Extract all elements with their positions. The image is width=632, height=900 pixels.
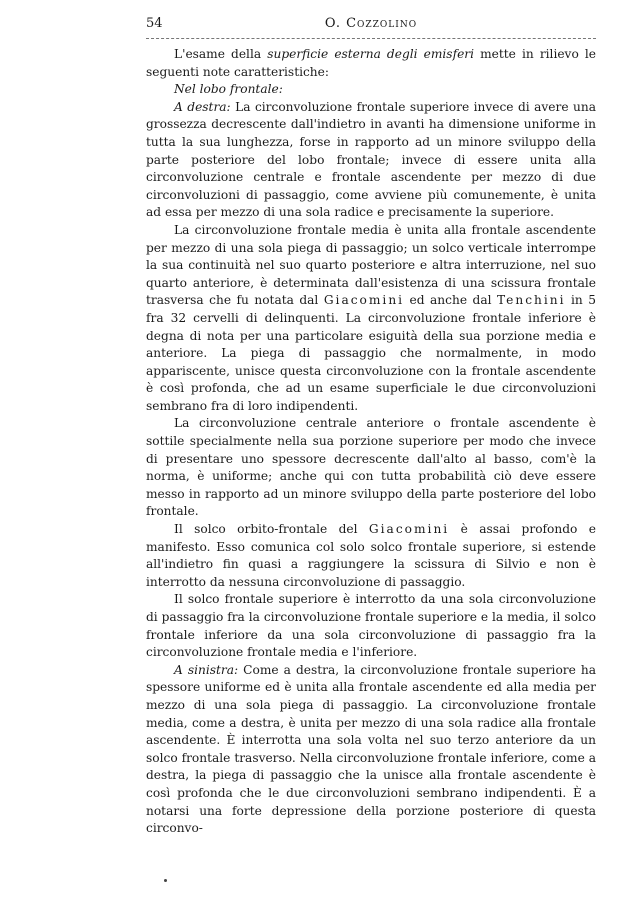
print-speck [164,879,167,882]
paragraph-superior-sulcus: Il solco frontale superiore è interrotto da una sola circonvoluzione di passaggio fra la circonvoluzione frontale superiore e la media, il solco frontale inferiore da una sola circonvoluzione di passaggio fra la circonvoluzione frontale media e l'inferiore. [146,592,596,660]
author-name: Tenchini [496,293,566,308]
paragraph-central-convolution: La circonvoluzione centrale anteriore o frontale ascendente è sottile specialmente nella sua porzione superiore per modo che invece di presentare uno spessore decrescente dall'alto al basso, com'è la norma, è uniforme; anche qui con tutta probabilità ciò deve essere messo in rapporto ad un minore sviluppo della parte posteriore del lobo frontale. [146,416,596,519]
paragraph-left-side: A sinistra: Come a destra, la circonvoluzione frontale superiore ha spessore uniforme ed è unita alla frontale ascendente ed alla media per mezzo di una sola piega di passaggio. La circonvoluzione frontale media, come a destra, è unita per mezzo di una sola radice alla frontale ascendente. È interrotta una sola volta nel suo terzo anteriore da un solco frontale trasverso. Nella circonvoluzione frontale inferiore, come a destra, la piega di passaggio che la unisce alla frontale ascendente è così profonda che le due circonvoluzioni sembrano indipendenti. È a notarsi una forte depressione della porzione posteriore di questa circonvo- [146,662,596,836]
subheading-right: A destra: [174,99,231,114]
page-number: 54 [146,16,163,31]
paragraph-orbito-frontal: Il solco orbito-frontale del Giacomini è assai profondo e manifesto. Esso comunica col solo solco frontale superiore, si estende all'indietro fin quasi a raggiungere la scissura di Silvio e non è interrotto da nessuna circonvoluzione di passaggio. [146,522,596,589]
running-title: O. Cozzolino [324,16,418,31]
section-heading-frontal-lobe: Nel lobo frontale: [174,82,283,97]
author-name: Giacomini [368,522,450,537]
paragraph-middle-convolution: La circonvoluzione frontale media è unita alla frontale ascendente per mezzo di una sola piega di passaggio; un solco verticale interrompe la sua continuità nel suo quarto posteriore e altra interruzione, nel suo quarto anteriore, è determinata dall'esistenza di una scissura frontale trasversa che fu notata dal Giacomini ed anche dal Tenchini in 5 fra 32 cervelli di delinquenti. La circonvoluzione frontale inferiore è degna di nota per una particolare esiguità della sua porzione media e anteriore. La piega di passaggio che normalmente, in modo appariscente, unisce questa circonvoluzione con la frontale ascendente è così profonda, che ad un esame superficiale le due circonvoluzioni sembrano fra di loro indipendenti. [146,222,597,413]
header-rule [146,38,596,39]
paragraph-intro: L'esame della superficie esterna degli emisferi mette in rilievo le seguenti note caratteristiche: [146,47,596,79]
page-body [146,46,596,838]
subheading-left: A sinistra: [174,662,239,677]
author-name: Giacomini [323,293,405,308]
paragraph-right-side: A destra: La circonvoluzione frontale superiore invece di avere una grossezza decrescente dall'indietro in avanti ha dimensione uniforme in tutta la sua lunghezza, forse in rapporto ad un minore sviluppo della parte posteriore del lobo frontale; invece di essere unita alla circonvoluzione centrale e frontale ascendente per mezzo di due circonvoluzioni di passaggio, come avviene più comunemente, è unita ad essa per mezzo di una sola radice e precisamente la superiore. [146,99,596,220]
page-header [146,12,596,36]
